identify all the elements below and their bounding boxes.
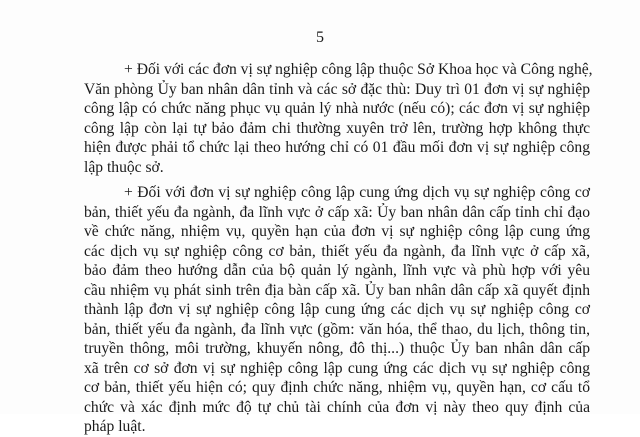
paragraph-line: bảo đảm theo hướng dẫn của bộ quản lý ngành, lĩnh vực và phù hợp với yêu bbox=[84, 262, 590, 279]
paragraph-line: + Đối với các đơn vị sự nghiệp công lập thuộc Sở Khoa học và Công nghệ, bbox=[124, 61, 593, 78]
paragraph-line: Văn phòng Ủy ban nhân dân tỉnh và các sở đặc thù: Duy trì 01 đơn vị sự nghiệp bbox=[84, 80, 590, 98]
paragraph-line: công lập còn lại tự bảo đảm chi thường xuyên trở lên, trường hợp không thực bbox=[84, 119, 590, 137]
paragraph-line: + Đối với đơn vị sự nghiệp công lập cung ứng dịch vụ sự nghiệp công cơ bbox=[124, 184, 590, 201]
paragraph-line: cơ bản, thiết yếu hiện có; quy định chức năng, nhiệm vụ, quyền hạn, cơ cấu tổ bbox=[84, 379, 590, 396]
page-number: 5 bbox=[316, 29, 324, 46]
paragraph-line: các dịch vụ sự nghiệp công cơ bản, thiết yếu đa ngành, đa lĩnh vực ở cấp xã, bbox=[84, 242, 590, 260]
paragraph-line: hiện được phải tổ chức lại theo hướng chỉ có 01 đầu mối đơn vị sự nghiệp công bbox=[84, 139, 590, 156]
paragraph-line: về chức năng, nhiệm vụ, quyền hạn của đơn vị sự nghiệp công lập cung ứng bbox=[84, 223, 590, 240]
paragraph-line: bản, thiết yếu đa ngành, đa lĩnh vực ở cấp xã: Ủy ban nhân dân cấp tỉnh chỉ đạo bbox=[84, 203, 590, 221]
paragraph-science-technology-units bbox=[84, 60, 593, 177]
paragraph-line: chức và xác định mức độ tự chủ tài chính của đơn vị này theo quy định của bbox=[84, 398, 590, 416]
paragraph-line: xã trên cơ sở đơn vị sự nghiệp công lập cung ứng các dịch vụ sự nghiệp công bbox=[84, 359, 590, 377]
paragraph-line: pháp luật. bbox=[84, 418, 146, 435]
paragraph-line: công lập có chức năng phục vụ quản lý nhà nước (nếu có); các đơn vị sự nghiệp bbox=[84, 100, 590, 117]
paragraph-line: bản, thiết yếu đa ngành, đa lĩnh vực (gồm: văn hóa, thể thao, du lịch, thông tin, bbox=[84, 320, 590, 338]
paragraph-line: lập thuộc sở. bbox=[84, 158, 164, 176]
paragraph-commune-level-units bbox=[84, 183, 590, 437]
paragraph-line: thành lập đơn vị sự nghiệp công lập cung ứng các dịch vụ sự nghiệp công cơ bbox=[84, 301, 590, 318]
paragraph-line: cầu nhiệm vụ phát sinh trên địa bàn cấp xã. Ủy ban nhân dân cấp xã quyết định bbox=[84, 281, 590, 299]
paragraph-line: truyền thông, môi trường, khuyến nông, đô thị...) thuộc Ủy ban nhân dân cấp bbox=[84, 340, 590, 357]
